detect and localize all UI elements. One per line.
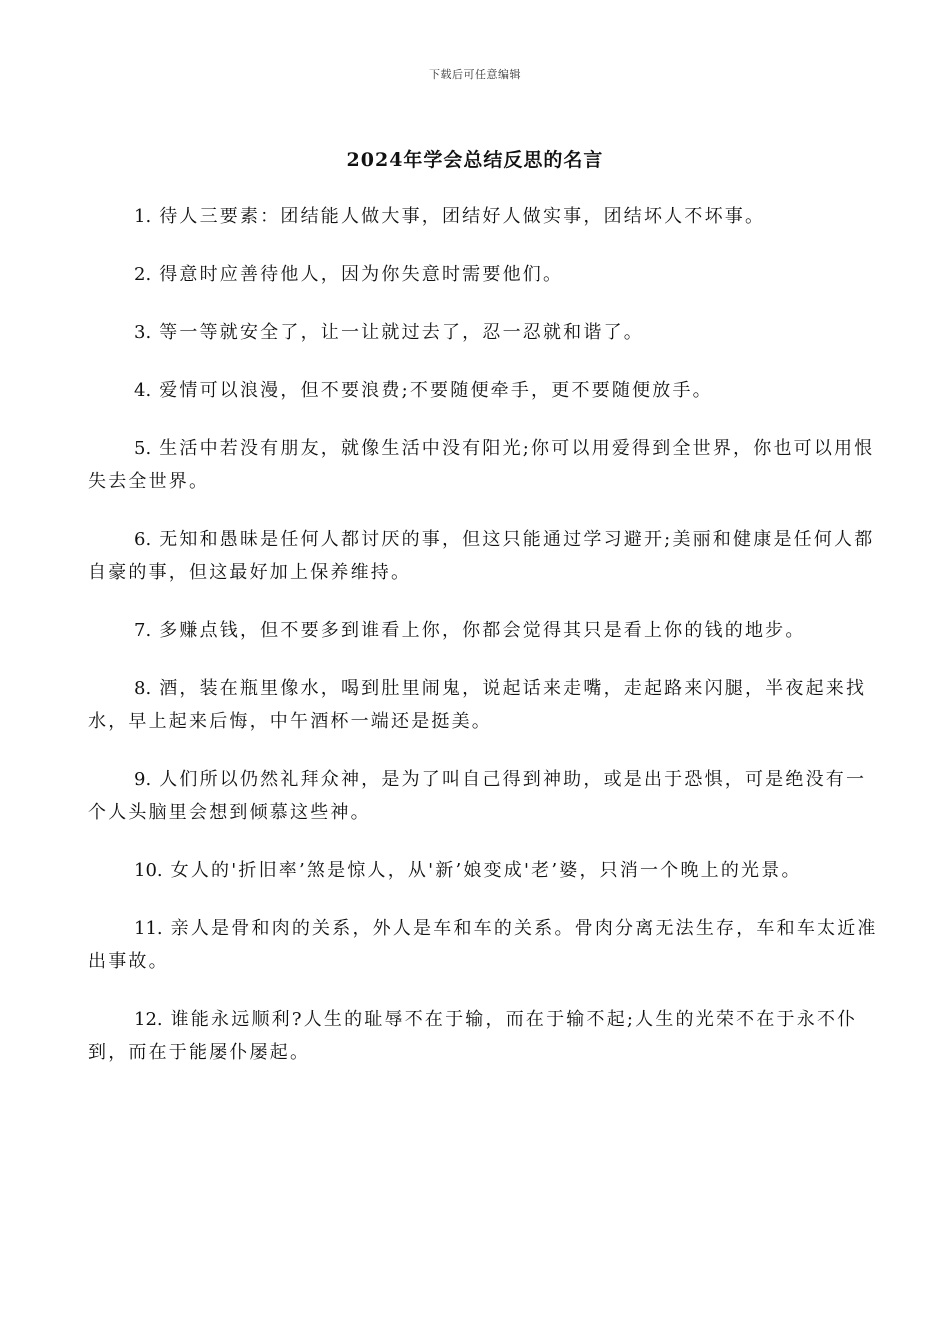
quote-item [88, 258, 878, 291]
quote-text: 无知和愚昧是任何人都讨厌的事，但这只能通过学习避开;美丽和健康是任何人都自豪的事，但这最好加上保养维持。 [88, 529, 875, 583]
quote-item [88, 1003, 878, 1069]
quote-number: 4. [134, 380, 152, 401]
quote-item [88, 614, 878, 647]
quote-list [88, 200, 878, 1094]
quote-item [88, 523, 878, 589]
quote-number: 10. [134, 860, 163, 881]
quote-number: 2. [134, 264, 152, 285]
quote-number: 3. [134, 322, 152, 343]
quote-item [88, 854, 878, 887]
quote-item [88, 374, 878, 407]
quote-text: 亲人是骨和肉的关系，外人是车和车的关系。骨肉分离无法生存，车和车太近准出事故。 [88, 918, 878, 972]
quote-text: 得意时应善待他人，因为你失意时需要他们。 [159, 264, 564, 285]
quote-text: 女人的'折旧率’煞是惊人，从'新’娘变成'老’婆，只消一个晚上的光景。 [170, 860, 802, 881]
quote-item [88, 200, 878, 233]
quote-number: 7. [134, 620, 152, 641]
quote-text: 待人三要素：团结能人做大事，团结好人做实事，团结坏人不坏事。 [159, 206, 766, 227]
quote-item [88, 432, 878, 498]
quote-text: 多赚点钱，但不要多到谁看上你，你都会觉得其只是看上你的钱的地步。 [159, 620, 806, 641]
quote-text: 等一等就安全了，让一让就过去了，忍一忍就和谐了。 [159, 322, 644, 343]
quote-number: 5. [134, 438, 152, 459]
quote-item [88, 672, 878, 738]
quote-item [88, 763, 878, 829]
quote-item [88, 316, 878, 349]
document-title: 2024年学会总结反思的名言 [346, 149, 604, 171]
quote-number: 8. [134, 678, 152, 699]
quote-number: 11. [134, 918, 163, 939]
quote-text: 酒，装在瓶里像水，喝到肚里闹鬼，说起话来走嘴，走起路来闪腿，半夜起来找水，早上起来后悔，中午酒杯一端还是挺美。 [88, 678, 867, 732]
quote-item [88, 912, 878, 978]
quote-text: 爱情可以浪漫，但不要浪费;不要随便牵手，更不要随便放手。 [159, 380, 713, 401]
quote-number: 1. [134, 206, 152, 227]
quote-number: 6. [134, 529, 152, 550]
quote-text: 谁能永远顺利?人生的耻辱不在于输，而在于输不起;人生的光荣不在于永不仆到，而在于能屡仆屡起。 [88, 1009, 858, 1063]
quote-number: 9. [134, 769, 152, 790]
quote-text: 人们所以仍然礼拜众神，是为了叫自己得到神助，或是出于恐惧，可是绝没有一个人头脑里会想到倾慕这些神。 [88, 769, 867, 823]
header-note: 下载后可任意编辑 [429, 68, 521, 81]
quote-number: 12. [134, 1009, 163, 1030]
quote-text: 生活中若没有朋友，就像生活中没有阳光;你可以用爱得到全世界，你也可以用恨失去全世界。 [88, 438, 875, 492]
